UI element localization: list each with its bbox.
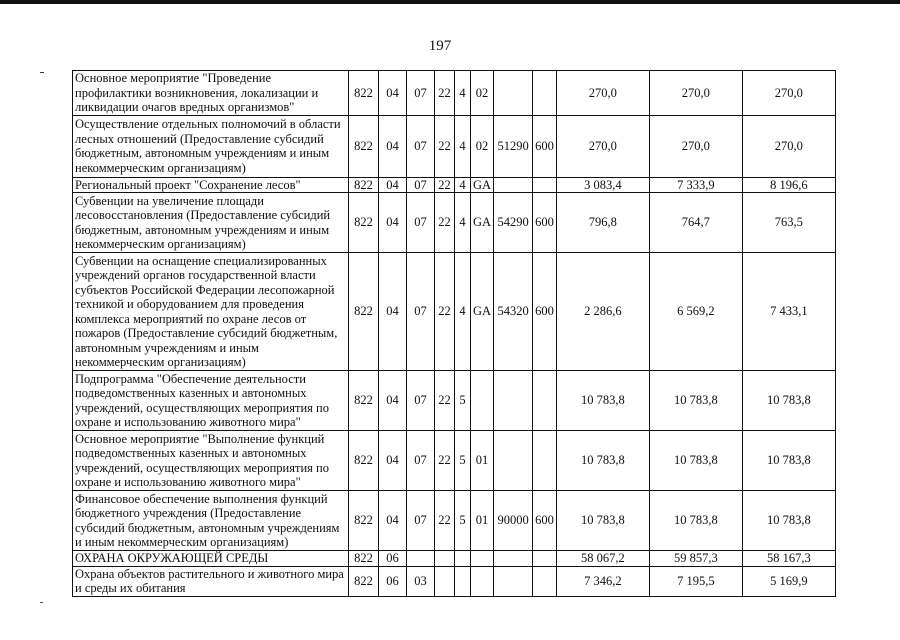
code-vr: 600: [533, 115, 557, 177]
code-gr: 822: [349, 551, 379, 567]
row-name: Субвенции на оснащение специализированных учреждений органов государственной власти субъектов Российской Федерации лесопожарной техникой и оборудованием для проведения комплекса мероприятий по охране лесов от пожаров (Предоставление субсидий бюджетным, автономным учреждениям и иным некоммерческим организациям): [73, 253, 349, 371]
amount-year-1: 3 083,4: [556, 177, 649, 193]
code-direction: 51290: [494, 115, 533, 177]
amount-year-1: 7 346,2: [556, 566, 649, 596]
row-name: Основное мероприятие "Проведение профилактики возникновения, локализации и ликвидации очагов вредных организмов": [73, 71, 349, 116]
code-direction: [494, 177, 533, 193]
amount-year-1: 10 783,8: [556, 431, 649, 491]
code-vr: 600: [533, 491, 557, 551]
code-pr: 07: [407, 177, 435, 193]
row-name: ОХРАНА ОКРУЖАЮЩЕЙ СРЕДЫ: [73, 551, 349, 567]
amount-year-1: 796,8: [556, 193, 649, 253]
code-subprogram: [455, 551, 471, 567]
amount-year-2: 270,0: [649, 71, 742, 116]
code-activity: 01: [471, 431, 494, 491]
code-vr: [533, 551, 557, 567]
table-row: [73, 431, 836, 491]
code-rz: 04: [379, 193, 407, 253]
code-vr: [533, 177, 557, 193]
amount-year-3: 270,0: [742, 115, 835, 177]
code-subprogram: 4: [455, 253, 471, 371]
page-number: 197: [428, 38, 452, 54]
amount-year-3: 8 196,6: [742, 177, 835, 193]
amount-year-3: 58 167,3: [742, 551, 835, 567]
code-rz: 04: [379, 431, 407, 491]
code-pr: 07: [407, 371, 435, 431]
code-program: 22: [435, 177, 455, 193]
code-direction: [494, 551, 533, 567]
code-pr: 07: [407, 71, 435, 116]
code-rz: 04: [379, 71, 407, 116]
code-direction: [494, 71, 533, 116]
margin-mark: [40, 72, 44, 73]
table-row: [73, 115, 836, 177]
amount-year-3: 10 783,8: [742, 371, 835, 431]
code-subprogram: 4: [455, 71, 471, 116]
code-program: 22: [435, 115, 455, 177]
code-program: 22: [435, 71, 455, 116]
code-direction: 90000: [494, 491, 533, 551]
row-name: Основное мероприятие "Выполнение функций подведомственных казенных и автономных учреждений, осуществляющих мероприятия по охране и использованию животного мира": [73, 431, 349, 491]
code-rz: 04: [379, 491, 407, 551]
amount-year-1: 10 783,8: [556, 371, 649, 431]
table-row: [73, 566, 836, 596]
code-rz: 04: [379, 371, 407, 431]
amount-year-2: 270,0: [649, 115, 742, 177]
code-program: 22: [435, 371, 455, 431]
code-direction: [494, 371, 533, 431]
code-activity: GA: [471, 193, 494, 253]
row-name: Подпрограмма "Обеспечение деятельности подведомственных казенных и автономных учреждений, осуществляющих мероприятия по охране и использованию животного мира": [73, 371, 349, 431]
amount-year-2: 10 783,8: [649, 371, 742, 431]
code-gr: 822: [349, 193, 379, 253]
code-direction: 54320: [494, 253, 533, 371]
budget-table: [72, 70, 836, 597]
amount-year-1: 270,0: [556, 71, 649, 116]
table-row: [73, 193, 836, 253]
amount-year-2: 10 783,8: [649, 431, 742, 491]
code-subprogram: 4: [455, 115, 471, 177]
amount-year-2: 764,7: [649, 193, 742, 253]
code-gr: 822: [349, 431, 379, 491]
code-subprogram: 4: [455, 177, 471, 193]
code-activity: 01: [471, 491, 494, 551]
amount-year-2: 7 333,9: [649, 177, 742, 193]
code-vr: [533, 566, 557, 596]
table-row: [73, 491, 836, 551]
code-activity: GA: [471, 177, 494, 193]
code-subprogram: 4: [455, 193, 471, 253]
code-program: 22: [435, 253, 455, 371]
amount-year-1: 2 286,6: [556, 253, 649, 371]
code-gr: 822: [349, 177, 379, 193]
table-row: [73, 371, 836, 431]
amount-year-1: 270,0: [556, 115, 649, 177]
code-pr: 07: [407, 491, 435, 551]
amount-year-3: 10 783,8: [742, 491, 835, 551]
top-border-line: [0, 0, 900, 4]
code-gr: 822: [349, 491, 379, 551]
code-vr: [533, 371, 557, 431]
code-subprogram: 5: [455, 431, 471, 491]
code-subprogram: [455, 566, 471, 596]
code-pr: [407, 551, 435, 567]
amount-year-1: 10 783,8: [556, 491, 649, 551]
amount-year-3: 270,0: [742, 71, 835, 116]
code-activity: 02: [471, 115, 494, 177]
code-activity: [471, 551, 494, 567]
table-row: [73, 71, 836, 116]
code-program: [435, 566, 455, 596]
row-name: Финансовое обеспечение выполнения функций бюджетного учреждения (Предоставление субсидий бюджетным, автономным учреждениям и иным некоммерческим организациям): [73, 491, 349, 551]
code-activity: [471, 371, 494, 431]
amount-year-3: 10 783,8: [742, 431, 835, 491]
code-subprogram: 5: [455, 371, 471, 431]
amount-year-2: 6 569,2: [649, 253, 742, 371]
amount-year-1: 58 067,2: [556, 551, 649, 567]
code-gr: 822: [349, 71, 379, 116]
code-rz: 06: [379, 551, 407, 567]
code-pr: 03: [407, 566, 435, 596]
code-vr: [533, 431, 557, 491]
code-gr: 822: [349, 115, 379, 177]
code-subprogram: 5: [455, 491, 471, 551]
code-rz: 06: [379, 566, 407, 596]
amount-year-3: 5 169,9: [742, 566, 835, 596]
amount-year-2: 7 195,5: [649, 566, 742, 596]
amount-year-3: 763,5: [742, 193, 835, 253]
code-direction: [494, 431, 533, 491]
code-pr: 07: [407, 193, 435, 253]
code-direction: [494, 566, 533, 596]
code-pr: 07: [407, 253, 435, 371]
row-name: Субвенции на увеличение площади лесовосстановления (Предоставление субсидий бюджетным, автономным учреждениям и иным некоммерческим организациям): [73, 193, 349, 253]
amount-year-3: 7 433,1: [742, 253, 835, 371]
row-name: Региональный проект "Сохранение лесов": [73, 177, 349, 193]
code-pr: 07: [407, 431, 435, 491]
code-gr: 822: [349, 253, 379, 371]
code-activity: [471, 566, 494, 596]
code-vr: 600: [533, 253, 557, 371]
code-pr: 07: [407, 115, 435, 177]
code-rz: 04: [379, 253, 407, 371]
table-row: [73, 253, 836, 371]
code-vr: [533, 71, 557, 116]
table-row: [73, 551, 836, 567]
code-direction: 54290: [494, 193, 533, 253]
amount-year-2: 10 783,8: [649, 491, 742, 551]
code-rz: 04: [379, 115, 407, 177]
table-row: [73, 177, 836, 193]
row-name: Охрана объектов растительного и животного мира и среды их обитания: [73, 566, 349, 596]
code-program: 22: [435, 193, 455, 253]
code-activity: GA: [471, 253, 494, 371]
margin-mark: [40, 602, 43, 603]
code-vr: 600: [533, 193, 557, 253]
code-gr: 822: [349, 371, 379, 431]
code-program: 22: [435, 431, 455, 491]
code-gr: 822: [349, 566, 379, 596]
row-name: Осуществление отдельных полномочий в области лесных отношений (Предоставление субсидий бюджетным, автономным учреждениям и иным некоммерческим организациям): [73, 115, 349, 177]
code-program: [435, 551, 455, 567]
code-program: 22: [435, 491, 455, 551]
code-rz: 04: [379, 177, 407, 193]
amount-year-2: 59 857,3: [649, 551, 742, 567]
code-activity: 02: [471, 71, 494, 116]
